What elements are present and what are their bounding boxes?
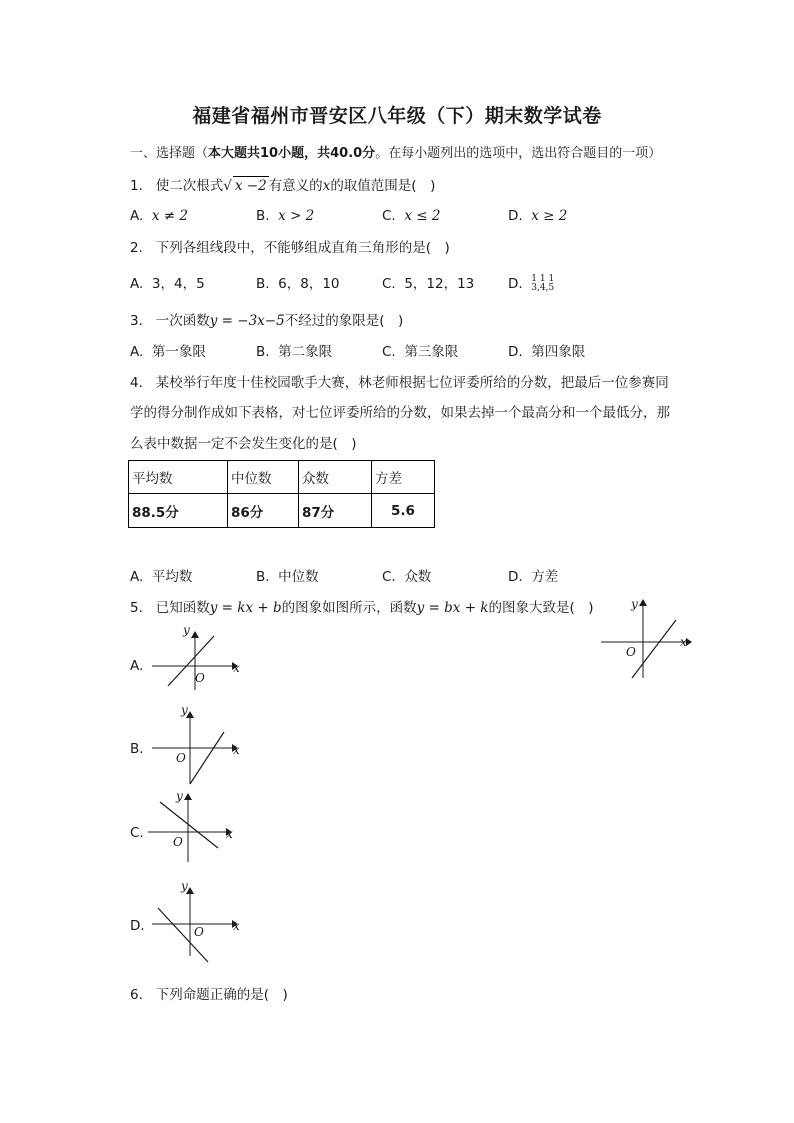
q1-radicand: x −2 <box>234 178 267 194</box>
sqrt-sign: √ <box>223 178 232 194</box>
q1-mid: 有意义的 <box>268 178 323 194</box>
y-axis-arrow <box>184 793 192 800</box>
y-label: y <box>183 623 190 637</box>
x-label: x <box>233 743 240 757</box>
x-label: x <box>226 827 233 841</box>
y-label: y <box>631 597 638 611</box>
question-5: 5. 已知函数y = kx + b的图象如图所示，函数y = bx + k的图象大致是( ) <box>130 600 594 616</box>
section-suffix: 。在每小题列出的选项中，选出符合题目的一项） <box>375 146 662 161</box>
y-axis-arrow <box>191 631 199 638</box>
q6-text: 下列命题正确的是( ) <box>155 987 288 1003</box>
q1-option-c[interactable]: C. x ≤ 2 <box>382 208 441 224</box>
function-line <box>160 802 218 848</box>
table-cell: 5.6 <box>372 494 435 528</box>
origin-label: O <box>195 671 205 685</box>
table-header: 众数 <box>299 461 372 494</box>
q3-option-c[interactable]: C. 第三象限 <box>382 344 459 360</box>
q2-text: 下列各组线段中，不能够组成直角三角形的是( ) <box>155 240 450 256</box>
q3-pre: 一次函数 <box>155 313 210 329</box>
q5-expr-1: y = kx + b <box>209 600 282 616</box>
q1-option-d[interactable]: D. x ≥ 2 <box>508 208 568 224</box>
q3-post: 不经过的象限是( ) <box>284 313 404 329</box>
function-line <box>168 636 214 686</box>
y-label: y <box>176 789 183 803</box>
question-4-line-1: 4. 某校举行年度十佳校园歌手大赛，林老师根据七位评委所给的分数，把最后一位参赛同 <box>130 375 669 391</box>
q5-option-c[interactable]: C. <box>130 825 144 841</box>
q1-option-b[interactable]: B. x > 2 <box>256 208 315 224</box>
q5-option-a-graph[interactable] <box>148 620 248 692</box>
function-line <box>632 620 676 678</box>
function-line <box>190 732 224 784</box>
q1-number: 1. <box>130 178 143 194</box>
question-4-line-3: 么表中数据一定不会发生变化的是( ) <box>130 436 357 452</box>
table-header: 方差 <box>372 461 435 494</box>
section-bold: 本大题共10小题，共40.0分 <box>208 146 376 161</box>
q5-option-d[interactable]: D. <box>130 918 145 934</box>
q3-option-b[interactable]: B. 第二象限 <box>256 344 333 360</box>
question-2 <box>130 239 450 257</box>
q3-option-d[interactable]: D. 第四象限 <box>508 344 586 360</box>
question-1 <box>130 176 435 195</box>
q3-expr: y = −3x−5 <box>209 313 285 329</box>
q3-number: 3. <box>130 313 143 329</box>
q2-option-d[interactable]: D. 1 1 1 3,4,5 <box>508 274 555 293</box>
q5-option-b-graph[interactable] <box>148 702 248 788</box>
q2-option-a[interactable]: A. 3，4，5 <box>130 276 205 292</box>
reference-graph <box>596 596 696 682</box>
q3-option-a[interactable]: A. 第一象限 <box>130 344 206 360</box>
q1-post: 的取值范围是( ) <box>330 178 436 194</box>
table-cell: 87分 <box>299 494 372 528</box>
origin-label: O <box>176 751 186 765</box>
fraction-list: 1 1 1 3,4,5 <box>531 274 555 293</box>
q4-option-d[interactable]: D. 方差 <box>508 569 559 585</box>
q4-option-b[interactable]: B. 中位数 <box>256 569 319 585</box>
question-6 <box>130 986 288 1004</box>
q2-number: 2. <box>130 240 143 256</box>
origin-label: O <box>626 645 636 659</box>
section-prefix: 一、选择题（ <box>130 146 209 161</box>
table-header: 平均数 <box>129 461 228 494</box>
q5-number: 5. <box>130 600 143 616</box>
q2-option-c[interactable]: C. 5，12，13 <box>382 276 475 292</box>
q5-option-a[interactable]: A. <box>130 658 144 674</box>
q5-option-d-graph[interactable] <box>148 878 248 966</box>
table-cell: 88.5分 <box>129 494 228 528</box>
x-label: x <box>233 919 240 933</box>
x-axis-arrow <box>686 638 692 646</box>
q4-option-a[interactable]: A. 平均数 <box>130 569 193 585</box>
y-label: y <box>181 703 188 717</box>
q1-var: x <box>322 178 331 194</box>
q4-number: 4. <box>130 375 143 391</box>
table-header-row <box>129 461 435 494</box>
origin-label: O <box>173 835 183 849</box>
y-label: y <box>181 879 188 893</box>
section-header <box>130 145 661 163</box>
origin-label: O <box>194 925 204 939</box>
q4-option-c[interactable]: C. 众数 <box>382 569 432 585</box>
y-axis-arrow <box>639 599 647 606</box>
x-label: x <box>680 635 687 649</box>
q1-option-a[interactable]: A. x ≠ 2 <box>130 208 188 224</box>
q5-expr-2: y = bx + k <box>416 600 489 616</box>
table-row <box>129 494 435 528</box>
score-table <box>128 460 435 528</box>
q2-option-b[interactable]: B. 6，8，10 <box>256 276 340 292</box>
question-4-line-2: 学的得分制作成如下表格，对七位评委所给的分数，如果去掉一个最高分和一个最低分，那 <box>130 405 670 421</box>
x-label: x <box>233 661 240 675</box>
table-header: 中位数 <box>228 461 299 494</box>
q1-pre: 使二次根式 <box>155 178 224 194</box>
page-title: 福建省福州市晋安区八年级（下）期末数学试卷 <box>192 105 602 127</box>
table-cell: 86分 <box>228 494 299 528</box>
q5-option-c-graph[interactable] <box>148 786 248 866</box>
q5-option-b[interactable]: B. <box>130 741 144 757</box>
q6-number: 6. <box>130 987 143 1003</box>
question-3 <box>130 312 403 330</box>
